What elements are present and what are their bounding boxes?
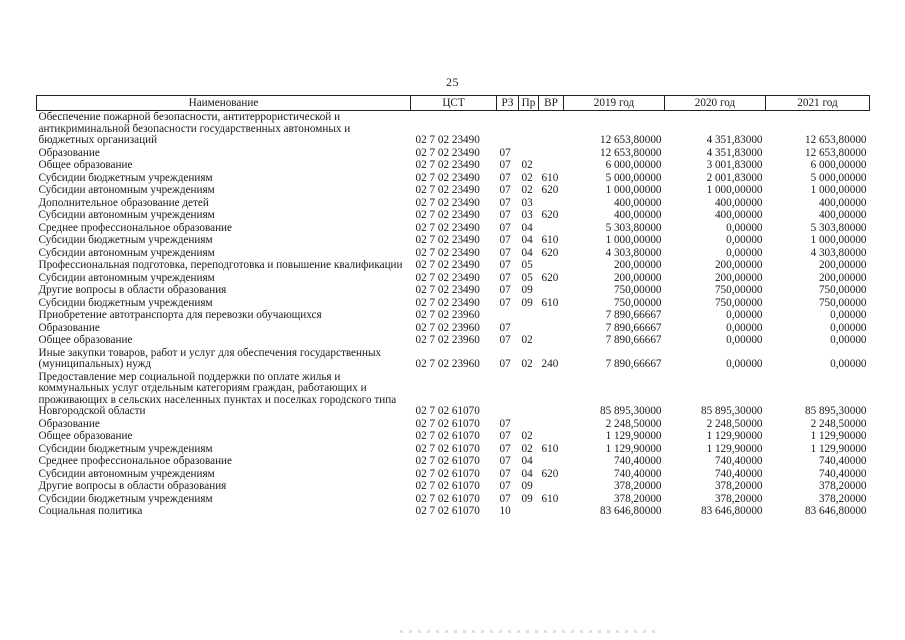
table-row — [37, 272, 870, 285]
table-row — [37, 197, 870, 210]
row-value-2020: 378,20000 — [714, 480, 763, 492]
row-value-2021: 85 895,30000 — [804, 405, 867, 417]
row-rz: 07 — [499, 358, 511, 370]
row-value-2019: 7 890,66667 — [605, 334, 662, 346]
row-value-2021: 2 248,50000 — [810, 417, 867, 430]
col-header-name: Наименование — [37, 96, 411, 111]
row-rz: 07 — [499, 271, 511, 284]
row-name: Обеспечение пожарной безопасности, антитеррористической и антикриминальной безопасности государственных автономных и бюджетных организаций — [38, 111, 351, 146]
row-value-2020: 1 129,90000 — [706, 430, 763, 442]
row-rz: 07 — [499, 246, 511, 259]
row-value-2021: 200,00000 — [818, 271, 867, 284]
table-row — [37, 371, 870, 418]
row-value-2019: 200,00000 — [613, 259, 662, 271]
table-row — [37, 443, 870, 456]
row-name: Другие вопросы в области образования — [38, 284, 227, 296]
row-value-2020: 1 129,90000 — [706, 442, 763, 455]
row-value-2020: 750,00000 — [714, 284, 763, 296]
row-cst: 02 7 02 23490 — [415, 284, 480, 296]
row-value-2019: 740,40000 — [613, 455, 662, 467]
row-vr — [539, 371, 564, 418]
table-row — [37, 418, 870, 431]
row-cst: 02 7 02 61070 — [415, 442, 480, 455]
table-row — [37, 493, 870, 506]
row-value-2020: 4 351,83000 — [706, 146, 763, 159]
row-value-2021: 0,00000 — [830, 334, 867, 346]
row-pr: 04 — [521, 234, 533, 246]
row-vr — [539, 284, 564, 297]
row-value-2021: 5 000,00000 — [810, 171, 867, 184]
row-value-2019: 1 000,00000 — [605, 184, 662, 196]
row-pr — [519, 147, 539, 160]
row-pr: 02 — [521, 442, 533, 455]
row-vr: 620 — [541, 246, 559, 259]
row-value-2019: 1 129,90000 — [605, 442, 662, 455]
table-row — [37, 259, 870, 272]
table-row — [37, 184, 870, 197]
table-row — [37, 334, 870, 347]
row-rz: 07 — [499, 221, 511, 234]
row-value-2019: 7 890,66667 — [605, 321, 662, 334]
row-value-2020: 0,00000 — [726, 309, 763, 321]
row-value-2020: 400,00000 — [714, 196, 763, 209]
row-pr: 05 — [521, 259, 533, 271]
row-name: Общее образование — [38, 334, 133, 346]
row-name: Среднее профессиональное образование — [38, 455, 233, 467]
row-name: Субсидии автономным учреждениям — [38, 467, 215, 480]
col-header-pr: Пр — [519, 96, 539, 111]
col-header-2019: 2019 год — [564, 96, 665, 111]
row-pr: 04 — [521, 467, 533, 480]
row-cst: 02 7 02 61070 — [415, 467, 480, 480]
row-value-2019: 378,20000 — [613, 492, 662, 505]
scan-artifact — [400, 630, 660, 633]
budget-table — [36, 95, 870, 518]
table-body — [37, 111, 870, 518]
row-cst: 02 7 02 61070 — [415, 430, 480, 442]
row-pr: 02 — [521, 159, 533, 171]
row-value-2019: 740,40000 — [613, 467, 662, 480]
row-cst: 02 7 02 23960 — [415, 309, 480, 321]
row-value-2021: 1 129,90000 — [810, 430, 867, 442]
row-vr: 620 — [541, 467, 559, 480]
row-rz: 07 — [499, 184, 511, 196]
row-name: Приобретение автотранспорта для перевозки обучающихся — [38, 309, 322, 321]
row-cst: 02 7 02 23490 — [415, 209, 480, 221]
row-vr: 240 — [541, 358, 559, 370]
row-value-2019: 1 000,00000 — [605, 234, 662, 246]
table-row — [37, 159, 870, 172]
table-row — [37, 111, 870, 147]
row-rz — [497, 111, 519, 147]
row-vr — [539, 309, 564, 322]
row-pr: 09 — [521, 480, 533, 492]
row-name: Социальная политика — [38, 505, 143, 517]
row-pr: 02 — [521, 358, 533, 370]
row-cst: 02 7 02 23490 — [415, 196, 480, 209]
row-value-2021: 740,40000 — [818, 467, 867, 480]
row-value-2019: 200,00000 — [613, 271, 662, 284]
row-pr: 05 — [521, 271, 533, 284]
row-cst: 02 7 02 23490 — [415, 221, 480, 234]
row-name: Субсидии бюджетным учреждениям — [38, 234, 213, 246]
row-vr — [539, 147, 564, 160]
header-row — [37, 96, 870, 111]
row-value-2021: 740,40000 — [818, 455, 867, 467]
row-cst: 02 7 02 23960 — [415, 321, 480, 334]
row-value-2021: 4 303,80000 — [810, 246, 867, 259]
row-name: Профессиональная подготовка, переподготовка и повышение квалификации — [38, 259, 403, 271]
row-name: Предоставление мер социальной поддержки по оплате жилья и коммунальных услуг отдельным категориям граждан, работающих и проживающих в сельских населенных пунктах и поселках городского типа Новгородской области — [38, 370, 397, 417]
row-value-2019: 12 653,80000 — [599, 134, 662, 146]
row-value-2020: 0,00000 — [726, 221, 763, 234]
row-value-2020: 378,20000 — [714, 492, 763, 505]
row-name: Субсидии бюджетным учреждениям — [38, 492, 213, 505]
row-vr: 610 — [541, 492, 559, 505]
row-value-2019: 5 000,00000 — [605, 171, 662, 184]
row-rz: 07 — [499, 430, 511, 442]
row-value-2019: 378,20000 — [613, 480, 662, 492]
row-rz: 07 — [499, 234, 511, 246]
row-name: Образование — [38, 321, 100, 334]
row-pr: 04 — [521, 246, 533, 259]
row-value-2021: 750,00000 — [818, 296, 867, 309]
row-value-2020: 85 895,30000 — [700, 405, 763, 417]
row-cst: 02 7 02 23490 — [415, 171, 480, 184]
row-value-2020: 0,00000 — [726, 246, 763, 259]
row-value-2021: 0,00000 — [830, 309, 867, 321]
row-name: Субсидии бюджетным учреждениям — [38, 171, 213, 184]
row-name: Иные закупки товаров, работ и услуг для обеспечения государственных (муниципальных) нужд — [38, 346, 382, 370]
row-value-2020: 1 000,00000 — [706, 184, 763, 196]
row-vr — [539, 197, 564, 210]
row-value-2019: 400,00000 — [613, 209, 662, 221]
table-header — [37, 96, 870, 111]
row-name: Субсидии автономным учреждениям — [38, 184, 215, 196]
row-value-2020: 0,00000 — [726, 334, 763, 346]
row-value-2020: 740,40000 — [714, 455, 763, 467]
row-vr — [539, 505, 564, 518]
row-rz: 07 — [499, 146, 511, 159]
table-row — [37, 322, 870, 335]
row-value-2020: 0,00000 — [726, 358, 763, 370]
row-vr — [539, 430, 564, 443]
row-cst: 02 7 02 23490 — [415, 246, 480, 259]
col-header-2020: 2020 год — [665, 96, 766, 111]
row-pr: 02 — [521, 184, 533, 196]
row-name: Образование — [38, 146, 100, 159]
table-row — [37, 505, 870, 518]
row-value-2019: 85 895,30000 — [599, 405, 662, 417]
row-rz: 07 — [499, 284, 511, 296]
row-pr: 02 — [521, 171, 533, 184]
row-value-2020: 2 001,83000 — [706, 171, 763, 184]
row-value-2021: 1 129,90000 — [810, 442, 867, 455]
row-rz: 07 — [499, 492, 511, 505]
col-header-2021: 2021 год — [766, 96, 870, 111]
row-pr: 02 — [521, 334, 533, 346]
row-cst: 02 7 02 61070 — [415, 492, 480, 505]
row-vr: 610 — [541, 234, 559, 246]
row-vr — [539, 259, 564, 272]
row-cst: 02 7 02 23490 — [415, 159, 480, 171]
row-name: Образование — [38, 417, 100, 430]
row-cst: 02 7 02 23960 — [415, 334, 480, 346]
row-pr: 03 — [521, 209, 533, 221]
row-value-2021: 378,20000 — [818, 492, 867, 505]
row-rz: 07 — [499, 321, 511, 334]
row-value-2019: 83 646,80000 — [599, 505, 662, 517]
table-row — [37, 430, 870, 443]
table-row — [37, 347, 870, 371]
row-rz: 07 — [499, 159, 511, 171]
row-value-2021: 400,00000 — [818, 196, 867, 209]
row-vr — [539, 322, 564, 335]
row-cst: 02 7 02 61070 — [415, 405, 480, 417]
row-value-2021: 5 303,80000 — [810, 221, 867, 234]
row-vr: 610 — [541, 171, 559, 184]
row-rz — [497, 309, 519, 322]
row-rz — [497, 371, 519, 418]
row-pr: 09 — [521, 492, 533, 505]
row-value-2020: 740,40000 — [714, 467, 763, 480]
row-vr — [539, 480, 564, 493]
row-cst: 02 7 02 23490 — [415, 146, 480, 159]
row-vr — [539, 334, 564, 347]
row-value-2020: 0,00000 — [726, 321, 763, 334]
row-value-2020: 750,00000 — [714, 296, 763, 309]
row-value-2020: 4 351,83000 — [706, 134, 763, 146]
row-value-2020: 3 001,83000 — [706, 159, 763, 171]
row-pr: 04 — [521, 221, 533, 234]
row-value-2020: 200,00000 — [714, 259, 763, 271]
row-value-2019: 750,00000 — [613, 284, 662, 296]
row-cst: 02 7 02 61070 — [415, 417, 480, 430]
row-cst: 02 7 02 23960 — [415, 358, 480, 370]
row-value-2020: 0,00000 — [726, 234, 763, 246]
row-vr: 620 — [541, 209, 559, 221]
row-name: Субсидии автономным учреждениям — [38, 246, 215, 259]
row-pr — [519, 309, 539, 322]
row-name: Субсидии бюджетным учреждениям — [38, 296, 213, 309]
row-rz: 07 — [499, 442, 511, 455]
row-cst: 02 7 02 23490 — [415, 184, 480, 196]
row-rz: 07 — [499, 480, 511, 492]
row-pr: 02 — [521, 430, 533, 442]
row-value-2020: 400,00000 — [714, 209, 763, 221]
row-name: Субсидии автономным учреждениям — [38, 209, 215, 221]
row-rz: 10 — [499, 505, 511, 517]
row-rz: 07 — [499, 171, 511, 184]
row-name: Общее образование — [38, 430, 133, 442]
row-value-2019: 1 129,90000 — [605, 430, 662, 442]
row-value-2019: 7 890,66667 — [605, 358, 662, 370]
table-row — [37, 480, 870, 493]
row-rz: 07 — [499, 417, 511, 430]
table-row — [37, 309, 870, 322]
row-name: Среднее профессиональное образование — [38, 221, 233, 234]
row-rz: 07 — [499, 196, 511, 209]
row-vr — [539, 111, 564, 147]
row-value-2019: 5 303,80000 — [605, 221, 662, 234]
row-pr: 04 — [521, 455, 533, 467]
col-header-vr: ВР — [539, 96, 564, 111]
row-cst: 02 7 02 23490 — [415, 134, 480, 146]
row-value-2021: 12 653,80000 — [804, 146, 867, 159]
row-vr: 610 — [541, 296, 559, 309]
row-cst: 02 7 02 61070 — [415, 480, 480, 492]
table-row — [37, 147, 870, 160]
row-pr: 03 — [521, 196, 533, 209]
row-rz: 07 — [499, 259, 511, 271]
col-header-cst: ЦСТ — [411, 96, 497, 111]
row-value-2019: 12 653,80000 — [599, 146, 662, 159]
row-cst: 02 7 02 23490 — [415, 234, 480, 246]
row-rz: 07 — [499, 296, 511, 309]
table-row — [37, 172, 870, 185]
row-cst: 02 7 02 23490 — [415, 296, 480, 309]
row-value-2019: 2 248,50000 — [605, 417, 662, 430]
table-row — [37, 247, 870, 260]
row-pr — [519, 371, 539, 418]
row-name: Субсидии бюджетным учреждениям — [38, 442, 213, 455]
row-value-2019: 6 000,00000 — [605, 159, 662, 171]
row-name: Общее образование — [38, 159, 133, 171]
row-rz: 07 — [499, 455, 511, 467]
row-value-2021: 378,20000 — [818, 480, 867, 492]
row-value-2021: 83 646,80000 — [804, 505, 867, 517]
row-value-2021: 400,00000 — [818, 209, 867, 221]
row-rz: 07 — [499, 467, 511, 480]
row-name: Другие вопросы в области образования — [38, 480, 227, 492]
row-name: Дополнительное образование детей — [38, 196, 209, 209]
row-value-2021: 200,00000 — [818, 259, 867, 271]
row-vr — [539, 159, 564, 172]
row-value-2019: 4 303,80000 — [605, 246, 662, 259]
row-value-2021: 1 000,00000 — [810, 234, 867, 246]
table-row — [37, 455, 870, 468]
table-row — [37, 234, 870, 247]
row-vr: 620 — [541, 184, 559, 196]
row-value-2021: 1 000,00000 — [810, 184, 867, 196]
row-pr — [519, 418, 539, 431]
row-value-2021: 6 000,00000 — [810, 159, 867, 171]
row-vr — [539, 455, 564, 468]
row-rz: 07 — [499, 209, 511, 221]
row-pr: 09 — [521, 296, 533, 309]
row-value-2019: 400,00000 — [613, 196, 662, 209]
row-pr — [519, 111, 539, 147]
row-cst: 02 7 02 61070 — [415, 455, 480, 467]
row-pr: 09 — [521, 284, 533, 296]
row-vr — [539, 222, 564, 235]
row-cst: 02 7 02 61070 — [415, 505, 480, 517]
row-vr: 610 — [541, 442, 559, 455]
row-value-2020: 200,00000 — [714, 271, 763, 284]
row-value-2021: 0,00000 — [830, 321, 867, 334]
row-value-2020: 2 248,50000 — [706, 417, 763, 430]
table-row — [37, 468, 870, 481]
row-cst: 02 7 02 23490 — [415, 259, 480, 271]
table-row — [37, 284, 870, 297]
row-value-2019: 750,00000 — [613, 296, 662, 309]
table-row — [37, 297, 870, 310]
row-cst: 02 7 02 23490 — [415, 271, 480, 284]
row-value-2020: 83 646,80000 — [700, 505, 763, 517]
row-rz: 07 — [499, 334, 511, 346]
row-vr: 620 — [541, 271, 559, 284]
row-pr — [519, 505, 539, 518]
row-vr — [539, 418, 564, 431]
table-row — [37, 209, 870, 222]
row-pr — [519, 322, 539, 335]
col-header-rz: РЗ — [497, 96, 519, 111]
row-value-2021: 0,00000 — [830, 358, 867, 370]
page-number: 25 — [446, 75, 459, 89]
row-value-2021: 750,00000 — [818, 284, 867, 296]
table-row — [37, 222, 870, 235]
row-name: Субсидии автономным учреждениям — [38, 271, 215, 284]
row-value-2019: 7 890,66667 — [605, 309, 662, 321]
row-value-2021: 12 653,80000 — [804, 134, 867, 146]
